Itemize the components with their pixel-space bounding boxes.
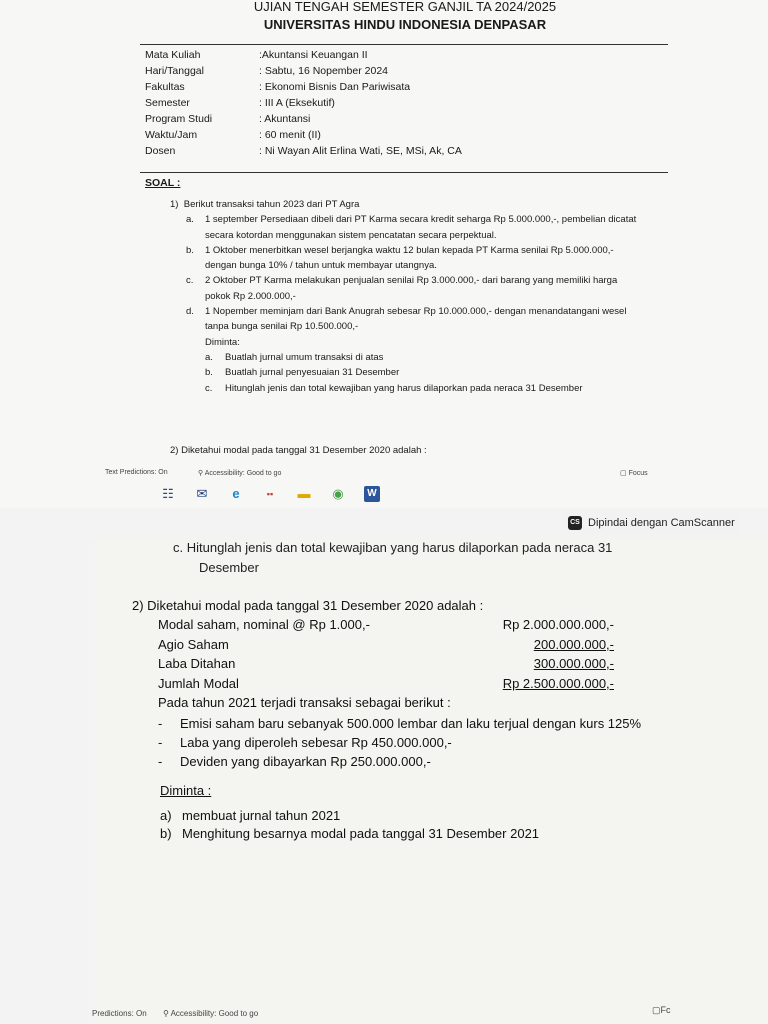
diminta-label-2: Diminta : [160, 783, 212, 798]
word-status-bar [0, 466, 768, 482]
transaction-item: b. 1 Oktober menerbitkan wesel berjangka waktu 12 bulan kepada PT Karma senilai Rp 5.000.000,- dengan bunga 10% / tahun untuk membayar utangnya. [186, 244, 614, 272]
info-row: Dosen : Ni Wayan Alit Erlina Wati, SE, MSi, Ak, CA [145, 145, 462, 157]
word-status-bar-2 [92, 1009, 258, 1018]
transactions-intro: Pada tahun 2021 terjadi transaksi sebagai berikut : [158, 695, 451, 710]
question-2-header: 2) Diketahui modal pada tanggal 31 Desember 2020 adalah : [132, 598, 484, 613]
info-row: Program Studi : Akuntansi [145, 113, 311, 125]
capital-total-label: Jumlah Modal [158, 676, 239, 691]
edge-browser-icon[interactable]: e [232, 486, 240, 501]
capital-amount: Rp 2.000.000.000,- [502, 617, 614, 632]
info-row: Waktu/Jam : 60 menit (II) [145, 129, 321, 141]
capital-label: Modal saham, nominal @ Rp 1.000,- [158, 617, 370, 632]
exam-header [140, 0, 670, 34]
transaction-bullet: Deviden yang dibayarkan Rp 250.000.000,- [180, 754, 431, 769]
focus-button[interactable]: ▢ Focus [620, 470, 648, 477]
word-app-icon[interactable]: W [364, 486, 380, 502]
transaction-item: d. 1 Nopember meminjam dari Bank Anugrah sebesar Rp 10.000.000,- dengan menandatangani wesel tanpa bunga senilai Rp 10.500.000,- [186, 306, 627, 333]
task-item: b. Buatlah jurnal penyesuaian 31 Desember [205, 367, 400, 379]
windows-taskbar [160, 483, 380, 505]
info-row: Mata Kuliah :Akuntansi Keuangan II [145, 49, 368, 61]
transaction-bullet: Laba yang diperoleh sebesar Rp 450.000.000,- [180, 735, 452, 750]
focus-icon: ▢ [652, 1005, 661, 1015]
focus-button[interactable]: ▢Fc [652, 1005, 671, 1015]
header-divider [140, 44, 668, 45]
capital-total-amount: Rp 2.500.000.000,- [502, 676, 614, 691]
info-divider [140, 172, 668, 173]
transaction-bullet: Emisi saham baru sebanyak 500.000 lembar dan laku terjual dengan kurs 125% [180, 716, 642, 731]
task-item: c. Hitunglah jenis dan total kewajiban yang harus dilaporkan pada neraca 31 Desember [205, 382, 583, 394]
chrome-icon[interactable]: ◉ [332, 486, 344, 501]
task-view-icon[interactable]: ☷ [162, 486, 174, 501]
task-item-2: membuat jurnal tahun 2021 [182, 808, 341, 823]
accessibility-status[interactable]: ⚲ Accessibility: Good to go [162, 1009, 259, 1018]
bullet-dash: - [158, 735, 163, 750]
task-letter: a) [160, 808, 172, 823]
info-row: Fakultas : Ekonomi Bisnis Dan Pariwisata [145, 81, 411, 93]
store-icon[interactable]: ▪▪ [266, 489, 274, 499]
camscanner-logo: CS [568, 516, 582, 530]
text-predictions-status[interactable]: Text Predictions: On [105, 469, 168, 476]
exam-info-table [145, 47, 462, 159]
soal-label: SOAL : [145, 177, 181, 189]
info-row: Hari/Tanggal : Sabtu, 16 Nopember 2024 [145, 65, 389, 77]
bullet-dash: - [158, 716, 163, 731]
exam-title: UJIAN TENGAH SEMESTER GANJIL TA 2024/2025 [253, 0, 557, 14]
university-title: UNIVERSITAS HINDU INDONESIA DENPASAR [263, 17, 547, 32]
bullet-dash: - [158, 754, 163, 769]
mail-icon[interactable]: ✉ [196, 486, 208, 501]
file-explorer-icon[interactable]: ▬ [297, 486, 311, 501]
camscanner-label: Dipindai dengan CamScanner [588, 517, 735, 529]
task-item-2: Menghitung besarnya modal pada tanggal 31 Desember 2021 [182, 826, 540, 841]
question-2-start: 2) Diketahui modal pada tanggal 31 Desember 2020 adalah : [170, 445, 427, 456]
question-1-intro: 1) Berikut transaksi tahun 2023 dari PT Agra [170, 199, 360, 210]
accessibility-icon: ⚲ [198, 470, 205, 477]
camscanner-watermark [562, 512, 741, 534]
focus-icon: ▢ [620, 470, 629, 477]
task-letter: b) [160, 826, 172, 841]
task-item: a. Buatlah jurnal umum transaksi di atas [205, 351, 384, 363]
info-row: Semester : III A (Eksekutif) [145, 97, 335, 109]
accessibility-status[interactable]: ⚲ Accessibility: Good to go [198, 470, 282, 477]
transaction-item: c. 2 Oktober PT Karma melakukan penjualan senilai Rp 3.000.000,- dari barang yang memiliki harga pokok Rp 2.000.000,- [186, 275, 618, 302]
diminta-label: Diminta: [205, 336, 240, 348]
capital-label: Laba Ditahan [158, 656, 236, 671]
cut-off-line: c. Hitunglah jenis dan total kewajiban yang harus dilaporkan pada neraca 31 Desember [173, 540, 613, 575]
transaction-item: a. 1 september Persediaan dibeli dari PT Karma secara kredit seharga Rp 5.000.000,-, pembelian dicatat secara kotordan menggunakan sistem pencatatan secara perpektual. [186, 214, 637, 241]
question-1 [170, 197, 640, 396]
accessibility-icon: ⚲ [162, 1009, 171, 1018]
capital-amount: 300.000.000,- [533, 656, 614, 671]
capital-amount: 200.000.000,- [533, 637, 614, 652]
text-predictions-status[interactable]: Predictions: On [92, 1009, 147, 1018]
capital-label: Agio Saham [158, 637, 229, 652]
